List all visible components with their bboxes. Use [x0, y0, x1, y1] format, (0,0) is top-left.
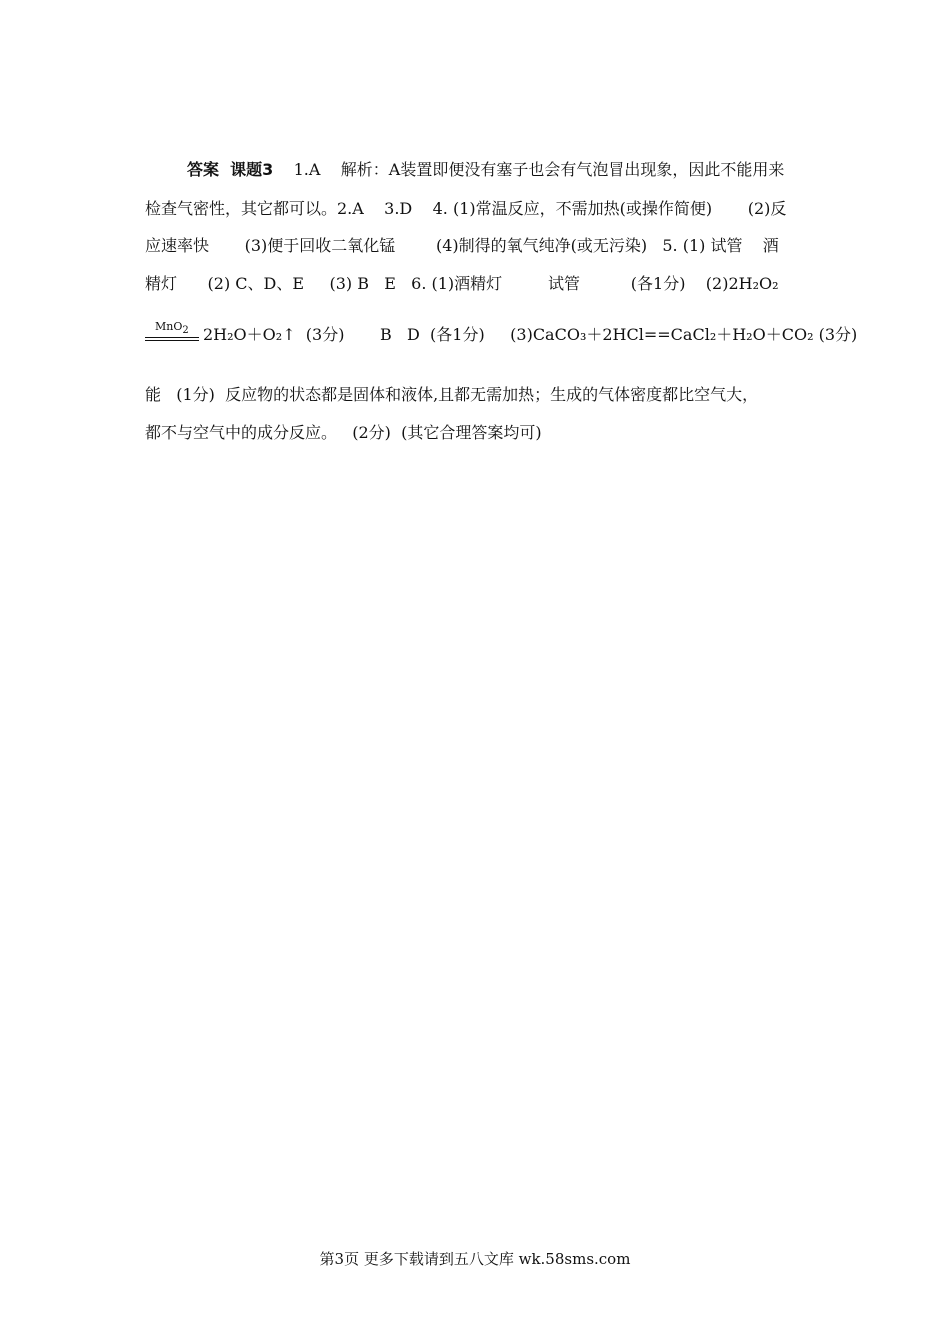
- answer-line-3: 应速率快 (3)便于回收二氧化锰 (4)制得的氧气纯净(或无污染) 5. (1) 试管 酒: [145, 236, 779, 255]
- answer-heading: 答案 课题3: [187, 160, 274, 179]
- catalyst-label: MnO2: [155, 320, 189, 336]
- reaction-arrow-line: [145, 340, 199, 341]
- answer-line-7: 都不与空气中的成分反应。 (2分) (其它合理答案均可): [145, 423, 542, 442]
- answer-line-5: [145, 320, 858, 345]
- reaction-catalyst-condition: [145, 320, 203, 345]
- answer-line-2: 检查气密性，其它都可以。2.A 3.D 4. (1)常温反应，不需加热(或操作简便) (2)反: [145, 199, 787, 218]
- equation-text: 2H₂O＋O₂↑ (3分) B D (各1分) (3)CaCO₃＋2HCl==CaCl₂＋H₂O＋CO₂ (3分): [203, 325, 858, 344]
- page-footer: 第3页 更多下载请到五八文库 wk.58sms.com: [319, 1250, 631, 1268]
- answer-line-6: 能 (1分) 反应物的状态都是固体和液体,且都无需加热；生成的气体密度都比空气大，: [145, 385, 759, 404]
- reaction-arrow-line: [145, 337, 199, 338]
- answer-line-4: 精灯 (2) C、D、E (3) B E 6. (1)酒精灯 试管 (各1分) (2)2H₂O₂: [145, 274, 779, 293]
- answer-line-1: [145, 160, 784, 180]
- answer-text: 1.A 解析：A装置即便没有塞子也会有气泡冒出现象，因此不能用来: [273, 160, 785, 179]
